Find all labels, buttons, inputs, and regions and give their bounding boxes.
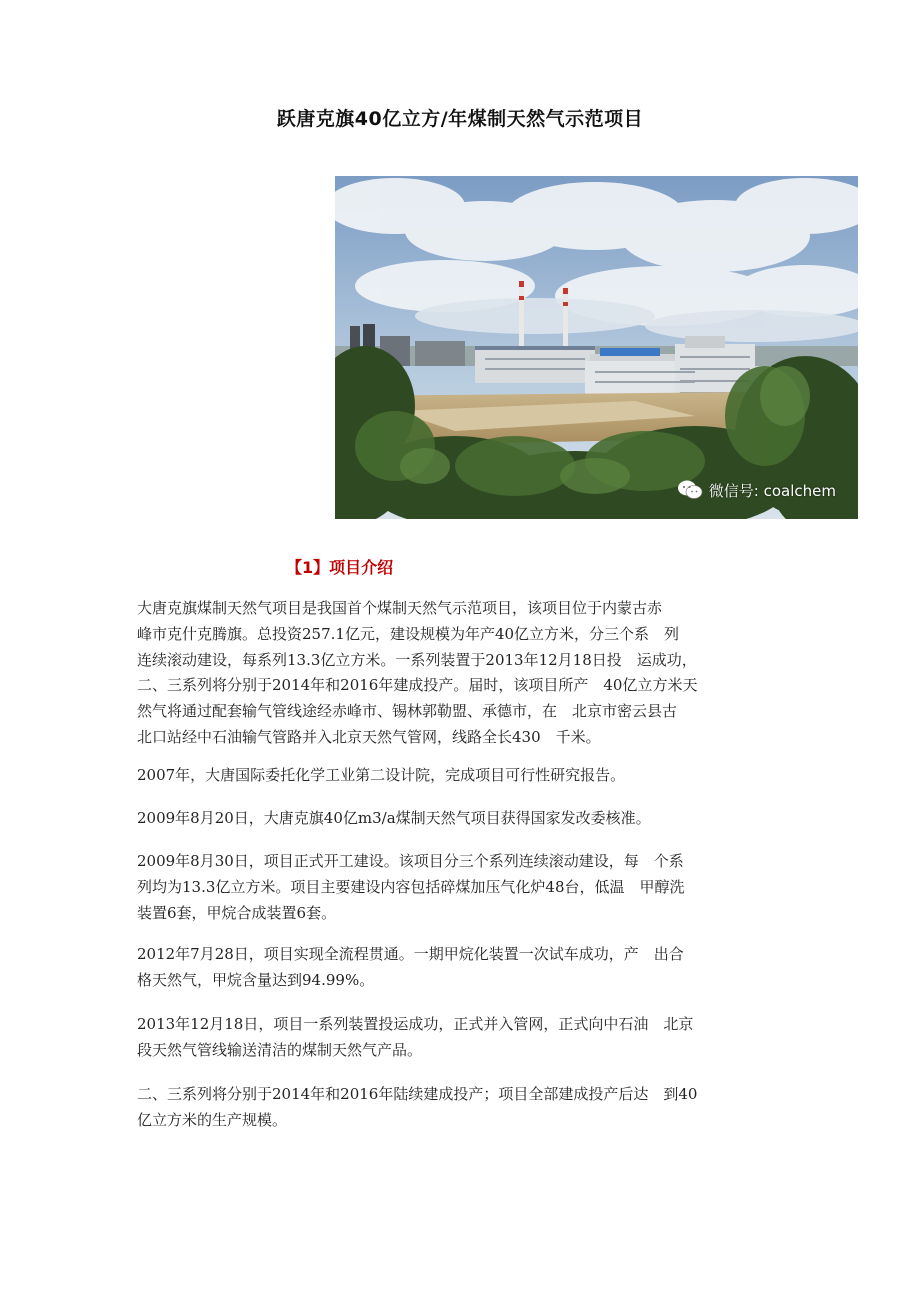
- paragraph-line: 二、三系列将分别于2014年和2016年建成投产。届时，该项目所产 40亿立方米天: [137, 676, 698, 695]
- plant-photo-illustration: [335, 176, 858, 519]
- paragraph-line: 2007年，大唐国际委托化学工业第二设计院，完成项目可行性研究报告。: [137, 766, 626, 784]
- paragraph-2009-approval: [137, 806, 793, 832]
- watermark: [677, 479, 836, 501]
- paragraph-line: 连续滚动建设，每系列13.3亿立方米。一系列装置于2013年12月18日投 运成功，: [137, 650, 697, 669]
- paragraph-line: 北口站经中石油输气管路并入北京天然气管网，线路全长430 千米。: [137, 727, 601, 746]
- paragraph-line: 大唐克旗煤制天然气项目是我国首个煤制天然气示范项目，该项目位于内蒙古赤: [137, 599, 663, 617]
- wechat-icon: [677, 479, 703, 501]
- paragraph-line: 峰市克什克腾旗。总投资257.1亿元，建设规模为年产40亿立方米，分三个系 列: [137, 624, 680, 643]
- paragraph-line: 装置6套，甲烷合成装置6套。: [137, 903, 337, 922]
- paragraph-line: 格天然气，甲烷含量达到94.99%。: [137, 970, 375, 989]
- paragraph-line: 列均为13.3亿立方米。项目主要建设内容包括碎煤加压气化炉48台，低温 甲醇洗: [137, 877, 685, 896]
- paragraph-2009-construction: [137, 849, 793, 926]
- watermark-text: 微信号: coalchem: [708, 481, 836, 500]
- paragraph-line: 2009年8月20日，大唐克旗40亿m3/a煤制天然气项目获得国家发改委核准。: [137, 809, 651, 827]
- paragraph-line: 2012年7月28日，项目实现全流程贯通。一期甲烷化装置一次试车成功，产 出合: [137, 945, 684, 963]
- paragraph-2007: [137, 763, 793, 789]
- paragraph-intro: [137, 596, 793, 751]
- section-heading: 【1】项目介绍: [286, 558, 394, 577]
- paragraph-line: 2013年12月18日，项目一系列装置投运成功，正式并入管网，正式向中石油 北京: [137, 1015, 694, 1033]
- paragraph-future: [137, 1082, 793, 1134]
- paragraph-line: 二、三系列将分别于2014年和2016年陆续建成投产；项目全部建成投产后达 到40: [137, 1085, 698, 1103]
- paragraph-line: 亿立方米的生产规模。: [137, 1110, 288, 1129]
- paragraph-2012: [137, 942, 793, 994]
- paragraph-line: 然气将通过配套输气管线途经赤峰市、锡林郭勒盟、承德市，在 北京市密云县古: [137, 702, 678, 721]
- paragraph-2013: [137, 1012, 793, 1064]
- plant-photo: [335, 176, 858, 519]
- paragraph-line: 段天然气管线输送清洁的煤制天然气产品。: [137, 1040, 423, 1059]
- paragraph-line: 2009年8月30日，项目正式开工建设。该项目分三个系列连续滚动建设，每 个系: [137, 852, 684, 870]
- document-title: 跃唐克旗40亿立方/年煤制天然气示范项目: [276, 108, 644, 130]
